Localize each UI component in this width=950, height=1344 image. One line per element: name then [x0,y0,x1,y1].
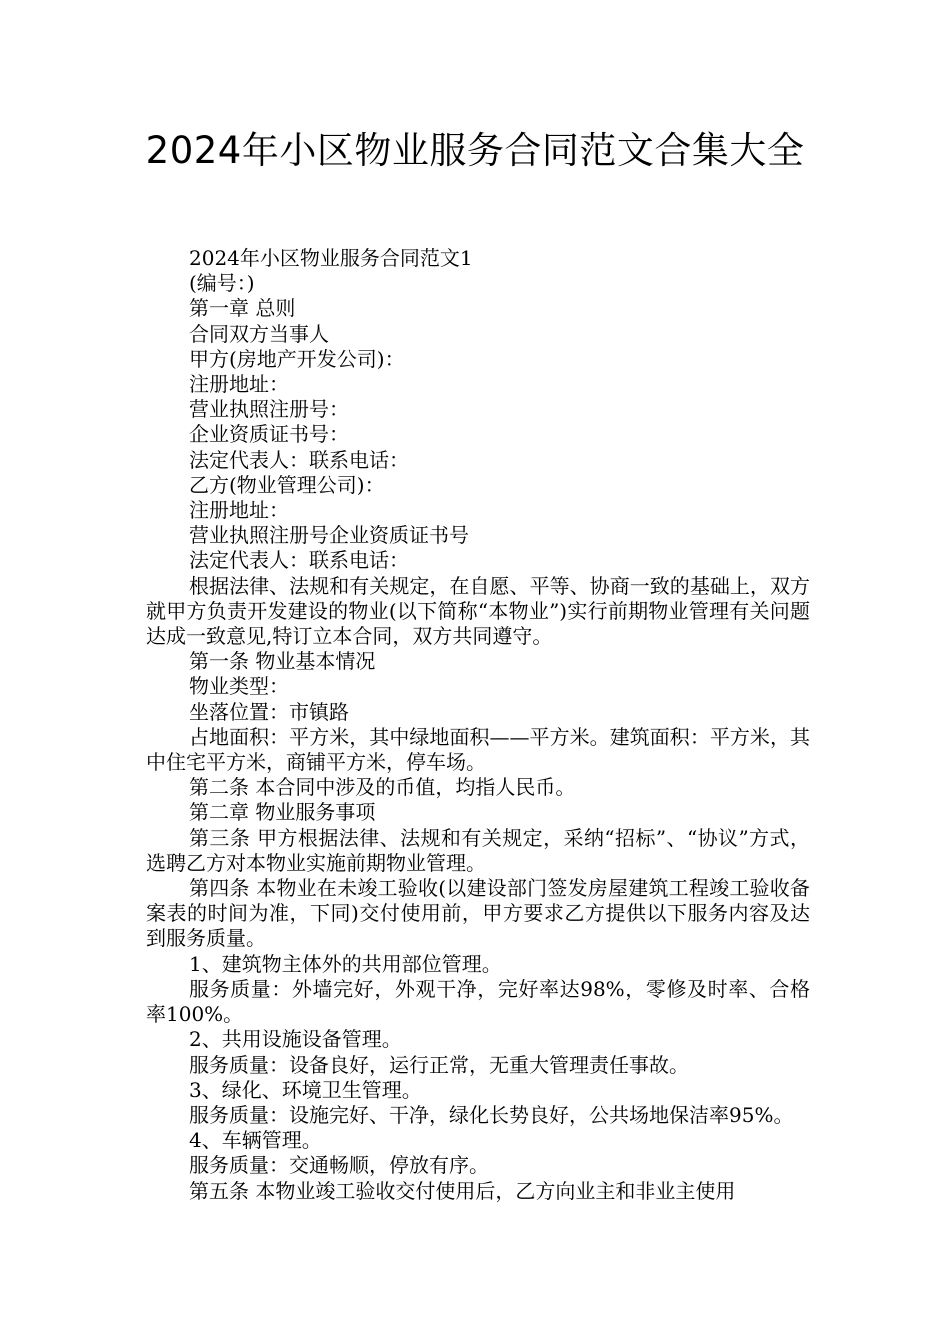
paragraph: 乙方(物业管理公司)： [189,472,385,497]
paragraph: 注册地址： [189,498,289,523]
paragraph: 第二条 本合同中涉及的币值，均指人民币。 [189,775,576,800]
document-title: 2024年小区物业服务合同范文合集大全 [145,129,805,172]
document-body [146,246,810,1204]
paragraph: 法定代表人：联系电话： [189,548,409,573]
paragraph: 服务质量：设施完好、干净，绿化长势良好，公共场地保洁率95%。 [189,1102,794,1127]
paragraph: 注册地址： [189,372,289,397]
paragraph: 根据法律、法规和有关规定，在自愿、平等、协商一致的基础上，双方就甲方负责开发建设的物业(以下简称“本物业”)实行前期物业管理有关问题达成一致意见,特订立本合同，双方共同遵守。 [146,573,810,649]
paragraph: 合同双方当事人 [189,321,329,346]
paragraph: 第一章 总则 [189,296,296,321]
paragraph: 第三条 甲方根据法律、法规和有关规定，采纳“招标”、“协议”方式，选聘乙方对本物业实施前期物业管理。 [146,825,810,875]
paragraph: 甲方(房地产开发公司)： [189,346,405,371]
paragraph: 第一条 物业基本情况 [189,649,376,674]
paragraph: 4、车辆管理。 [189,1128,322,1153]
paragraph: 占地面积：平方米，其中绿地面积——平方米。建筑面积：平方米，其中住宅平方米，商铺平方米，停车场。 [146,724,810,775]
paragraph: 坐落位置：市镇路 [189,699,349,724]
paragraph: 第五条 本物业竣工验收交付使用后，乙方向业主和非业主使用 [189,1178,736,1203]
paragraph: 营业执照注册号： [189,397,349,422]
paragraph: 3、绿化、环境卫生管理。 [189,1077,422,1102]
paragraph: 法定代表人：联系电话： [189,447,409,472]
paragraph: 服务质量：设备良好，运行正常，无重大管理责任事故。 [189,1052,689,1077]
paragraph: 第二章 物业服务事项 [189,800,376,825]
paragraph: 第四条 本物业在未竣工验收(以建设部门签发房屋建筑工程竣工验收备案表的时间为准，下同)交付使用前，甲方要求乙方提供以下服务内容及达到服务质量。 [146,876,810,951]
paragraph: 物业类型： [189,674,289,699]
paragraph: 2024年小区物业服务合同范文1 [189,246,473,270]
paragraph: 服务质量：交通畅顺，停放有序。 [189,1153,489,1178]
paragraph: 营业执照注册号企业资质证书号 [189,523,469,548]
paragraph: 服务质量：外墙完好，外观干净，完好率达98%，零修及时率、合格率100%。 [146,976,810,1027]
paragraph: 2、共用设施设备管理。 [189,1027,402,1052]
paragraph: (编号：) [189,271,255,296]
paragraph: 企业资质证书号： [189,422,349,447]
paragraph: 1、建筑物主体外的共用部位管理。 [189,951,502,976]
